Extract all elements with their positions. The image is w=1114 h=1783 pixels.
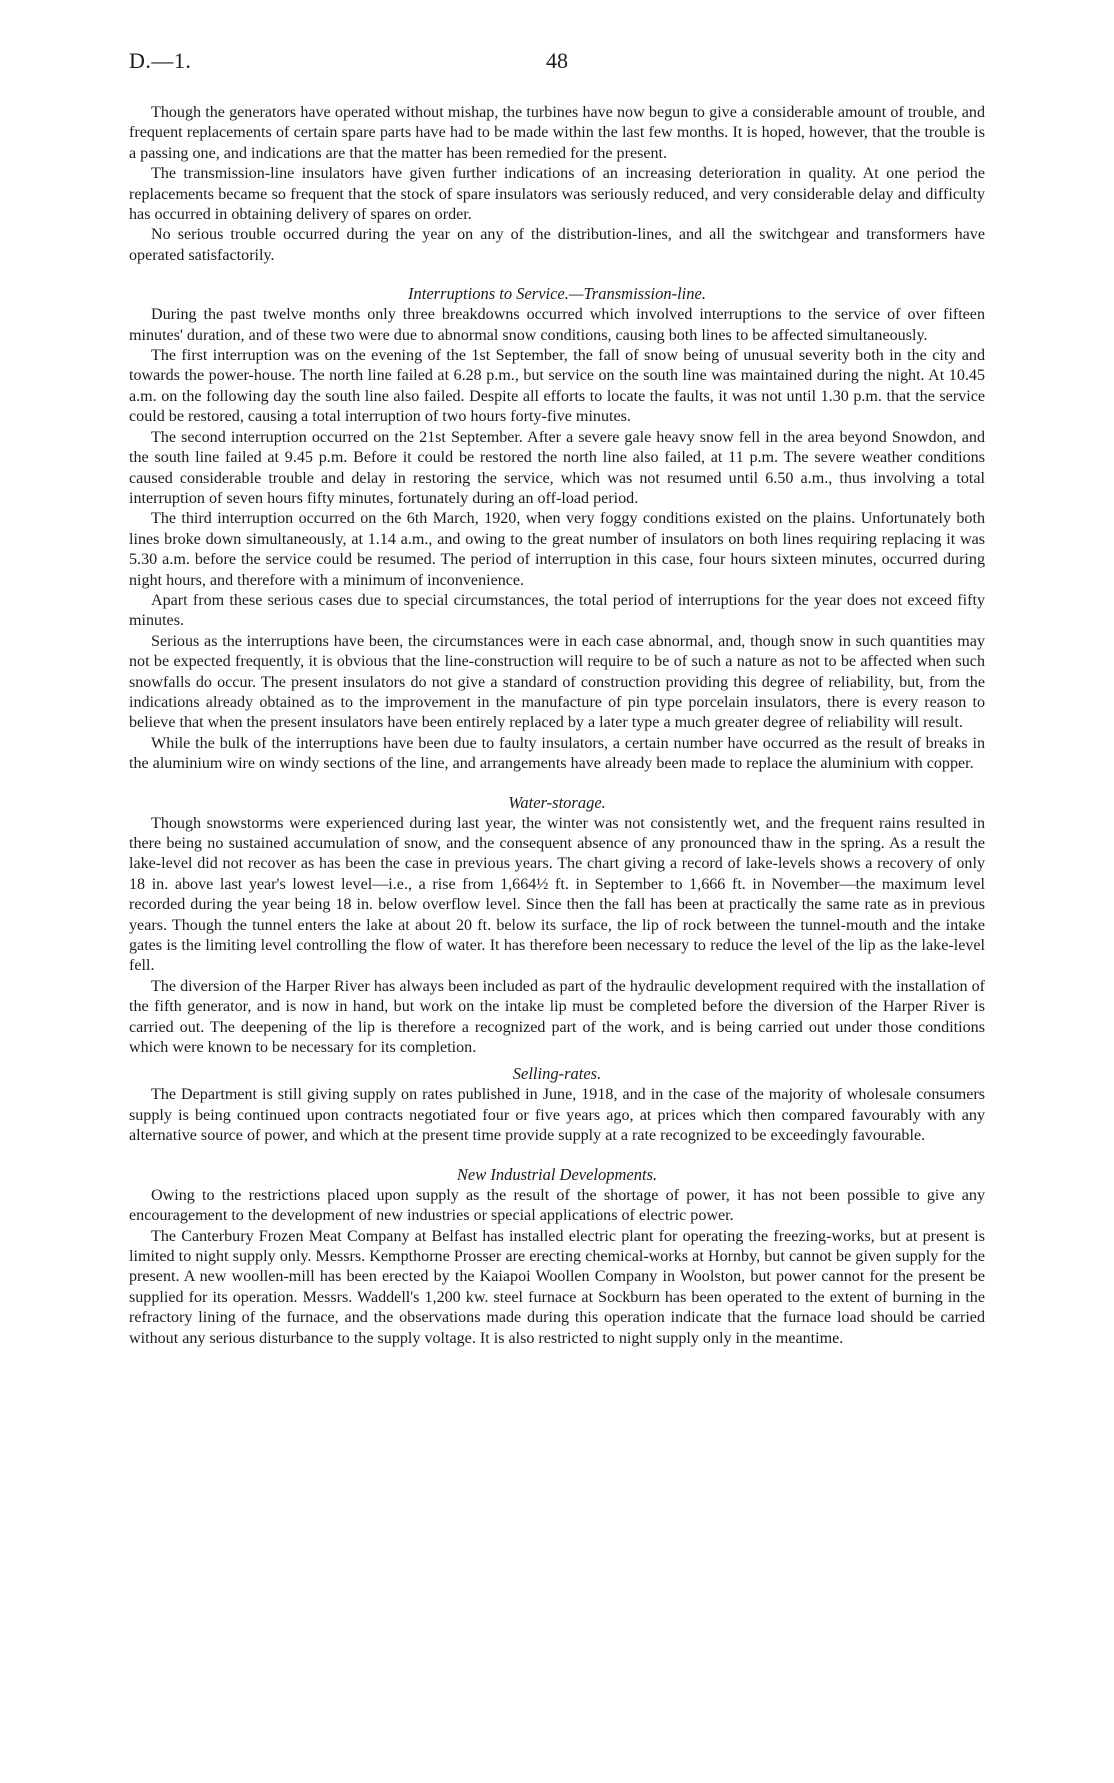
paragraph: The Canterbury Frozen Meat Company at Belfast has installed electric plant for operating the freezing-works, but at present is limited to night supply only. Messrs. Kempthorne Prosser are erecting chemical-works at Hornby, but cannot be given supply for the present. A new woollen-mill has been erected by the Kaiapoi Woollen Company in Woolston, but power cannot for the present be supplied for its operation. Messrs. Waddell's 1,200 kw. steel furnace at Sockburn has been operated to the extent of burning in the refractory lining of the furnace, and the observations made during this operation indicate that the furnace load should be carried without any serious disturbance to the supply voltage. It is also restricted to night supply only in the meantime. [129,1227,985,1347]
section-heading-new-industrial: New Industrial Developments. [456,1164,658,1184]
document-reference: D.—1. [129,48,192,73]
page-header [129,48,985,78]
paragraph: Apart from these serious cases due to special circumstances, the total period of interruptions for the year does not exceed fifty minutes. [129,591,985,630]
paragraph: Serious as the interruptions have been, the circumstances were in each case abnormal, and, though snow in such quantities may not be expected frequently, it is obvious that the line-construction will require to be of such a nature as not to be affected when such snowfalls do occur. The present insulators do not give a standard of construction providing this degree of reliability, but, from the indications already obtained as to the improvement in the manufacture of pin type porcelain insulators, there is every reason to believe that when the present insulators have been entirely replaced by a later type a much greater degree of reliability will result. [129,632,985,732]
paragraph: No serious trouble occurred during the year on any of the distribution-lines, and all the switchgear and transformers have operated satisfactorily. [129,226,985,264]
paragraph: While the bulk of the interruptions have been due to faulty insulators, a certain number have occurred as the result of breaks in the aluminium wire on windy sections of the line, and arrangements have already been made to replace the aluminium with copper. [129,734,985,773]
paragraph: The Department is still giving supply on rates published in June, 1918, and in the case of the majority of wholesale consumers supply is being continued upon contracts negotiated four or five years ago, at prices which then compared favourably with any alternative source of power, and which at the present time provide supply at a rate recognized to be exceedingly favourable. [129,1086,985,1145]
paragraph: The second interruption occurred on the 21st September. After a severe gale heavy snow fell in the area beyond Snowdon, and the south line failed at 9.45 p.m. Before it could be restored the north line also failed, at 11 p.m. The severe weather conditions caused considerable trouble and delay in restoring the service, which was not resumed until 6.50 a.m., thus involving a total interruption of seven hours fifty minutes, fortunately during an off-load period. [129,428,985,507]
page-number: 48 [546,48,568,73]
section-heading-interruptions: Interruptions to Service.—Transmission-line. [408,284,706,304]
paragraph: Though snowstorms were experienced during last year, the winter was not consistently wet, and the frequent rains resulted in there being no sustained accumulation of snow, and the consequent absence of any pronounced thaw in the spring. As a result the lake-level did not recover as has been the case in previous years. The chart giving a record of lake-levels shows a recovery of only 18 in. above last year's lowest level—i.e., a rise from 1,664½ ft. in September to 1,666 ft. in November—the maximum level recorded during the year being 18 in. below overflow level. Since then the fall has been at practically the same rate as in previous years. Though the tunnel enters the lake at about 20 ft. below its surface, the lip of rock between the tunnel-mouth and the intake gates is the limiting level controlling the flow of water. It has therefore been necessary to reduce the level of the lip as the lake-level fell. [129,814,985,975]
paragraph: During the past twelve months only three breakdowns occurred which involved interruptions to the service of over fifteen minutes' duration, and of these two were due to abnormal snow conditions, causing both lines to be affected simultaneously. [129,306,985,344]
paragraph: The diversion of the Harper River has always been included as part of the hydraulic development required with the installation of the fifth generator, and is now in hand, but work on the intake lip must be completed before the diversion of the Harper River is carried out. The deepening of the lip is therefore a recognized part of the work, and is being carried out under those conditions which were known to be necessary for its completion. [129,977,985,1057]
paragraph: Though the generators have operated without mishap, the turbines have now begun to give a considerable amount of trouble, and frequent replacements of certain spare parts have had to be made within the last few months. It is hoped, however, that the trouble is a passing one, and indications are that the matter has been remedied for the present. [129,104,985,162]
paragraph: The transmission-line insulators have given further indications of an increasing deterioration in quality. At one period the replacements became so frequent that the stock of spare insulators was seriously reduced, and very considerable delay and difficulty has occurred in obtaining delivery of spares on order. [129,165,985,224]
paragraph: The first interruption was on the evening of the 1st September, the fall of snow being of unusual severity both in the city and towards the power-house. The north line failed at 6.28 p.m., but service on the south line was maintained during the night. At 10.45 a.m. on the following day the south line also failed. Despite all efforts to locate the faults, it was not until 1.30 p.m. that the service could be restored, causing a total interruption of two hours forty-five minutes. [129,347,985,426]
section-heading-water-storage: Water-storage. [508,792,606,812]
paragraph: The third interruption occurred on the 6th March, 1920, when very foggy conditions existed on the plains. Unfortunately both lines broke down simultaneously, at 1.14 a.m., and owing to the great number of insulators on both lines requiring replacing it was 5.30 a.m. before the service could be resumed. The period of interruption in this case, four hours sixteen minutes, occurred during night hours, and therefore with a minimum of inconvenience. [129,510,985,589]
document-body [129,103,985,1349]
paragraph: Owing to the restrictions placed upon supply as the result of the shortage of power, it has not been possible to give any encouragement to the development of new industries or special applications of electric power. [129,1186,985,1225]
section-heading-selling-rates: Selling-rates. [512,1064,602,1084]
